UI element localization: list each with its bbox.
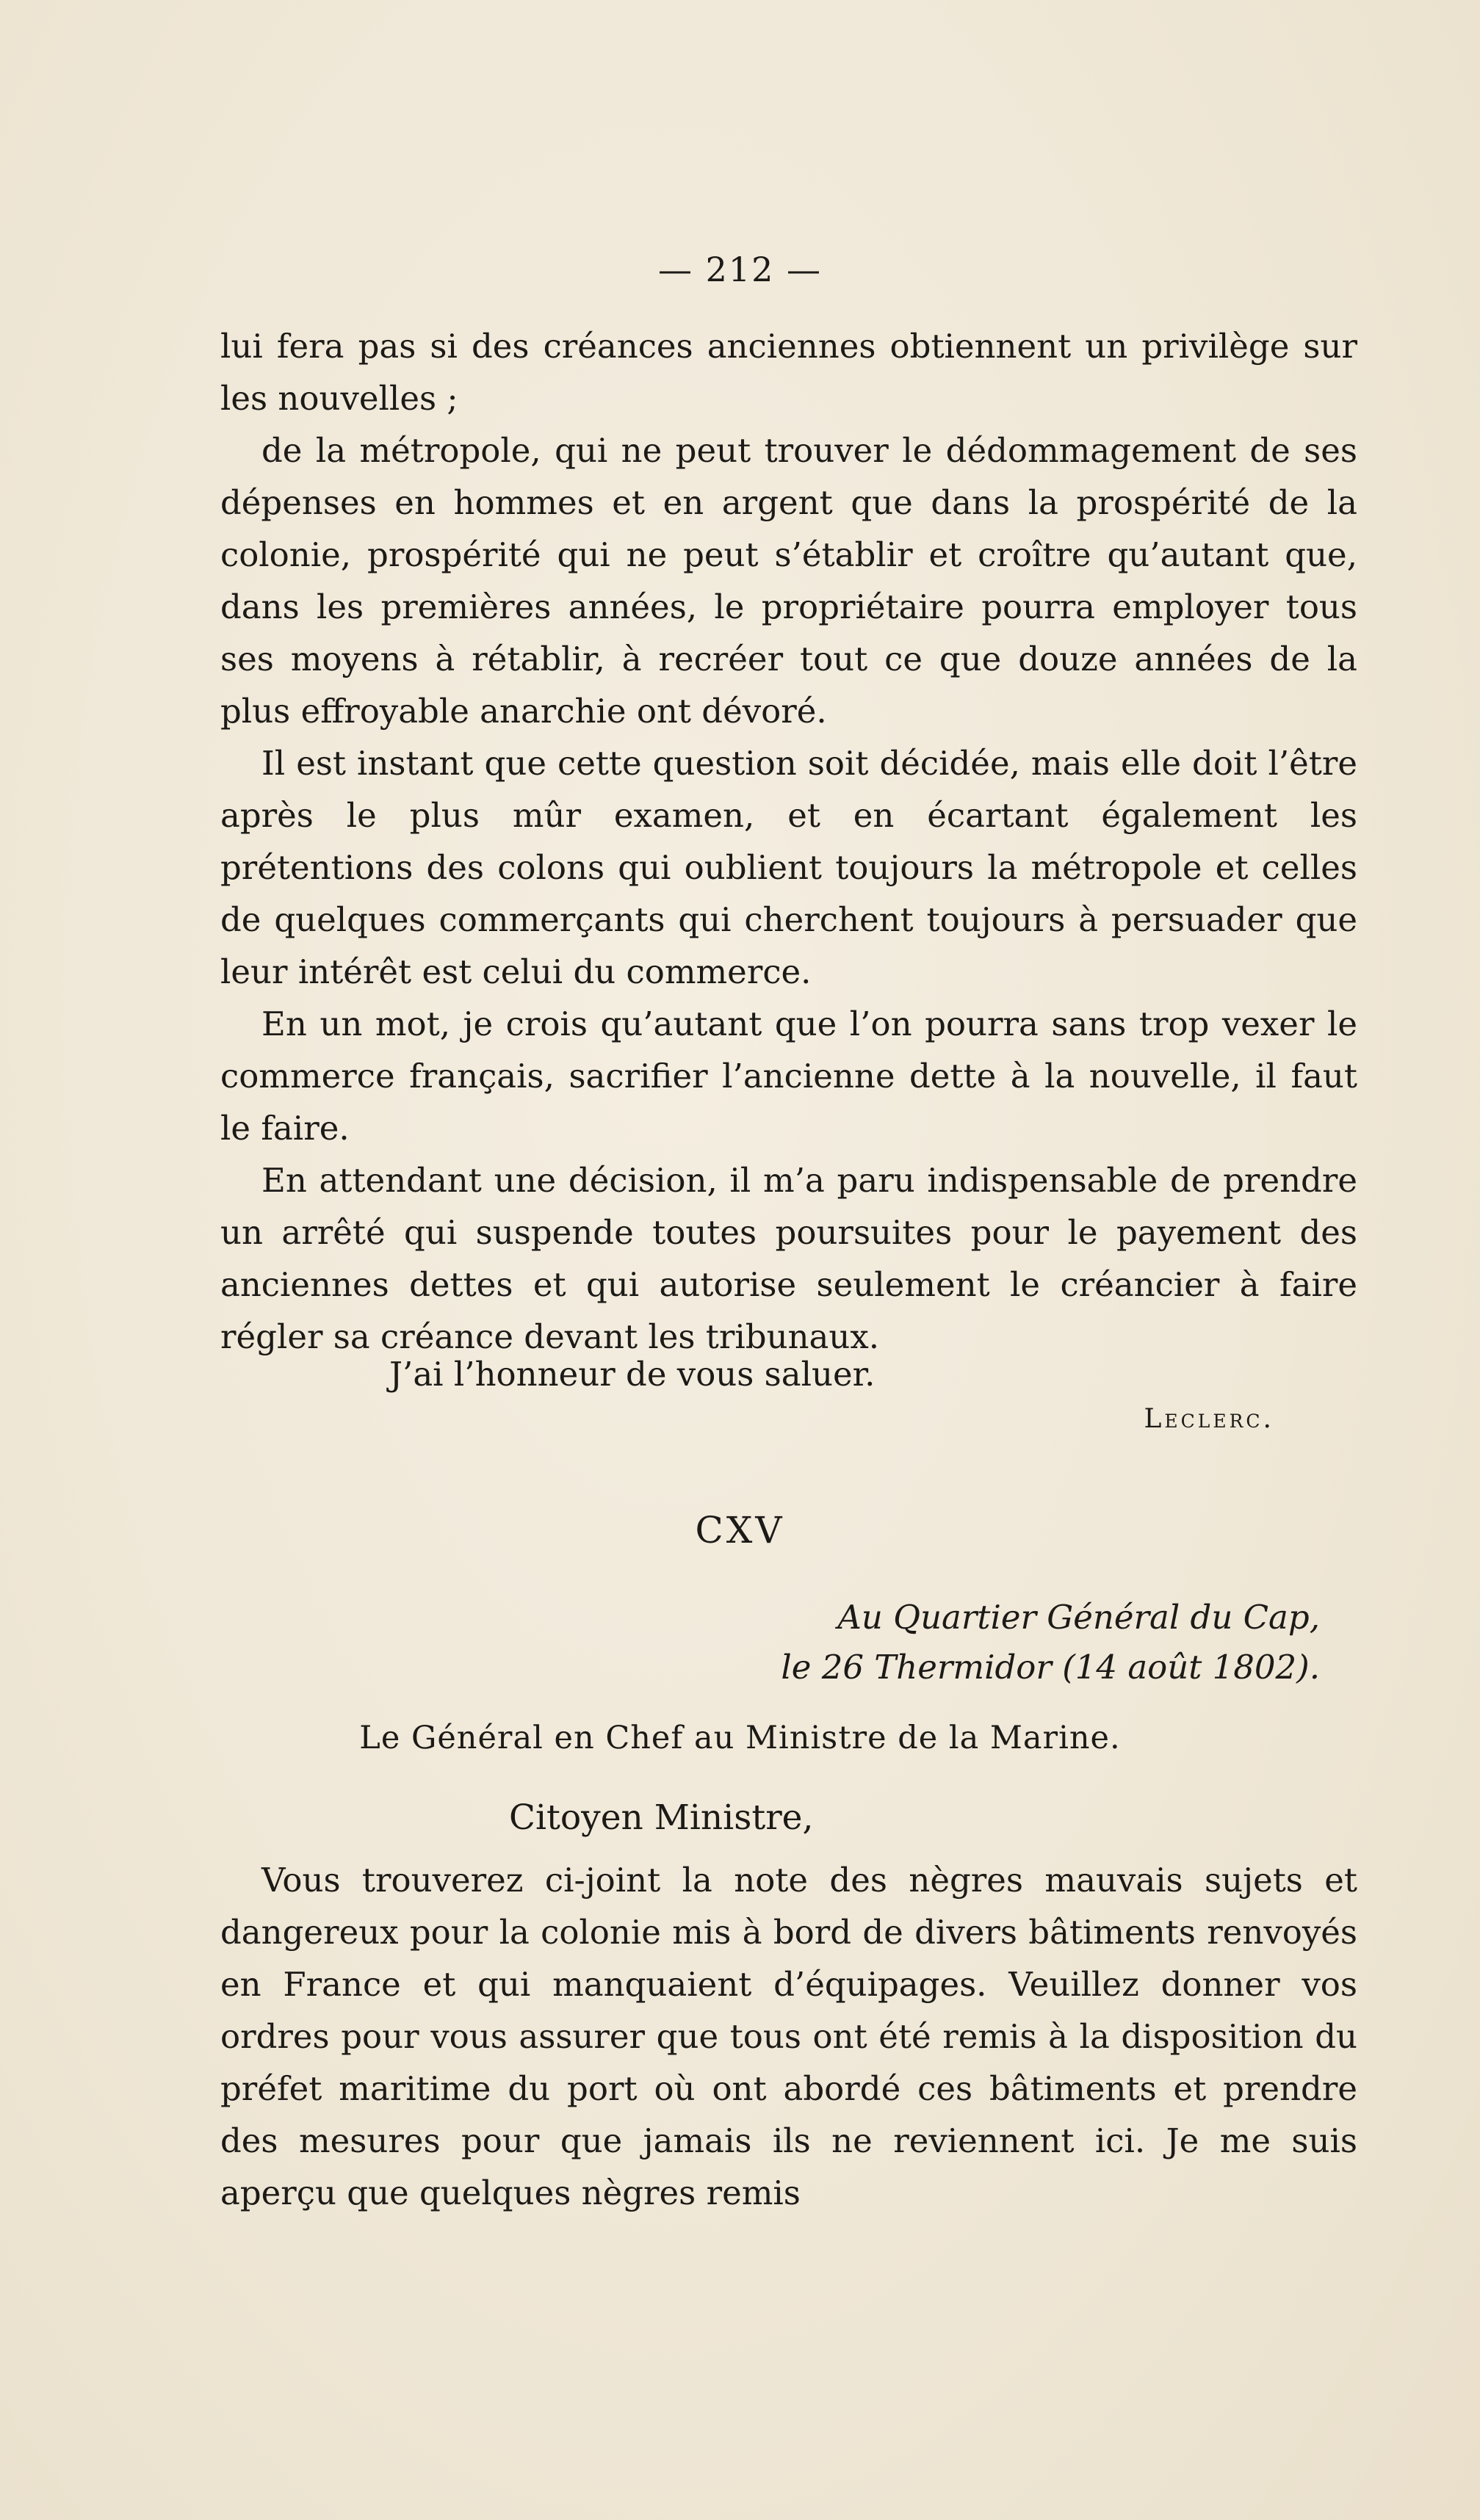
paragraph-4: En un mot, je crois qu’autant que l’on pourra sans trop vexer le commerce français, sacrifier l’ancienne dette à la nouvelle, il faut le faire. xyxy=(220,1004,1357,1148)
letter-body xyxy=(220,1854,1357,2219)
signature: Leclerc. xyxy=(1144,1404,1274,1434)
paragraph-5: En attendant une décision, il m’a paru indispensable de prendre un arrêté qui suspende toutes poursuites pour le payement des anciennes dettes et qui autorise seulement le créancier à faire régler sa créance devant les tribunaux. xyxy=(220,1161,1357,1356)
closing-salutation: J’ai l’honneur de vous saluer. xyxy=(389,1355,876,1394)
page-number: — 212 — xyxy=(657,250,823,289)
paragraph-1: lui fera pas si des créances anciennes obtiennent un privilège sur les nouvelles ; xyxy=(220,327,1357,418)
dateline-place: Au Quartier Général du Cap, xyxy=(837,1598,1320,1637)
letter-numeral: CXV xyxy=(695,1509,785,1552)
letter-continuation xyxy=(220,320,1357,1363)
salutation: Citoyen Ministre, xyxy=(509,1797,814,1838)
paragraph-3: Il est instant que cette question soit décidée, mais elle doit l’être après le plus mûr examen, et en écartant également les prétentions des colons qui oublient toujours la métropole et celles de quelques commerçants qui cherchent toujours à persuader que leur intérêt est celui du commerce. xyxy=(220,744,1357,991)
dateline-date: le 26 Thermidor (14 août 1802). xyxy=(781,1648,1320,1687)
addressee-line: Le Général en Chef au Ministre de la Marine. xyxy=(359,1720,1121,1756)
paragraph-2: de la métropole, qui ne peut trouver le dédommagement de ses dépenses en hommes et en argent que dans la prospérité de la colonie, prospérité qui ne peut s’établir et croître qu’autant que, dans les premières années, le propriétaire pourra employer tous ses moyens à rétablir, à recréer tout ce que douze années de la plus effroyable anarchie ont dévoré. xyxy=(220,431,1357,731)
body-paragraph: Vous trouverez ci-joint la note des nègres mauvais sujets et dangereux pour la colonie mis à bord de divers bâtiments renvoyés en France et qui manquaient d’équipages. Veuillez donner vos ordres pour vous assurer que tous ont été remis à la disposition du préfet maritime du port où ont abordé ces bâtiments et prendre des mesures pour que jamais ils ne reviennent ici. Je me suis aperçu que quelques nègres remis xyxy=(220,1861,1357,2212)
